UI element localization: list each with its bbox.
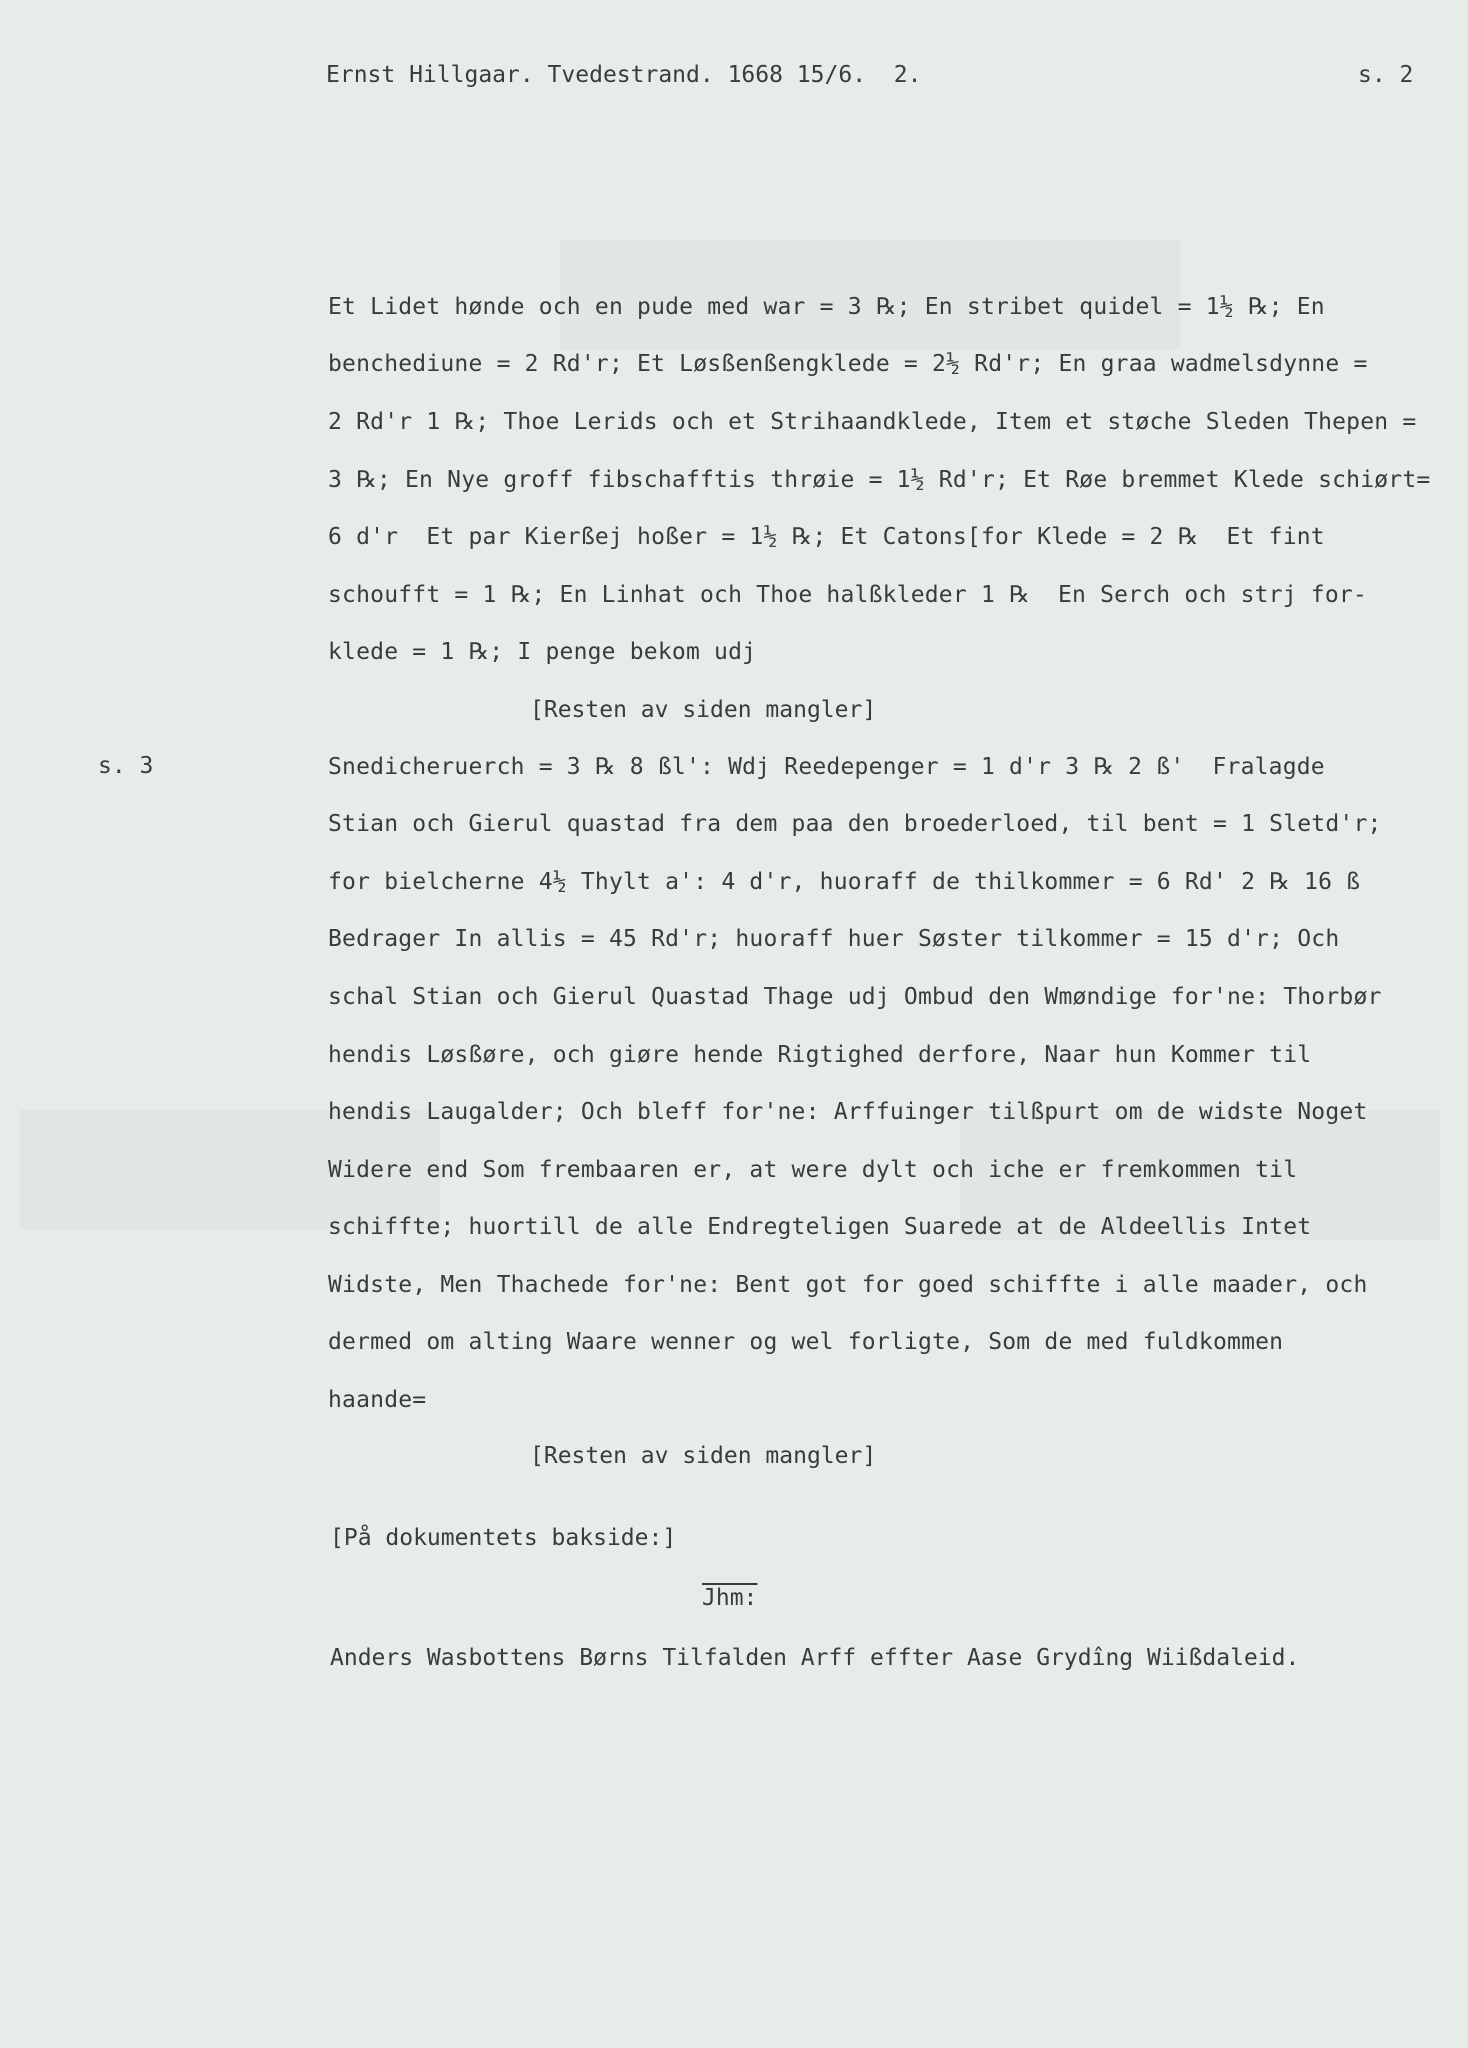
text-line: for bielcherne 4½ Thylt a': 4 d'r, huoraff de thilkommer = 6 Rd' 2 ℞ 16 ß (328, 869, 1361, 895)
text-line: schoufft = 1 ℞; En Linhat och Thoe halßkleder 1 ℞ En Serch och strj for- (328, 582, 1367, 608)
text-line: schal Stian och Gierul Quastad Thage udj Ombud den Wmøndige for'ne: Thorbør (328, 984, 1382, 1010)
text-line: Snedicheruerch = 3 ℞ 8 ßl': Wdj Reedepenger = 1 d'r 3 ℞ 2 ß' Fralagde (328, 754, 1325, 780)
text-line: haande= (328, 1387, 427, 1413)
text-line: benchediune = 2 Rd'r; Et Løsßenßengklede = 2½ Rd'r; En graa wadmelsdynne = (328, 351, 1368, 377)
final-line: Anders Wasbottens Børns Tilfalden Arff effter Aase Grydîng Wiißdaleid. (330, 1645, 1300, 1671)
text-line: hendis Løsßøre, och giøre hende Rigtighed derfore, Naar hun Kommer til (328, 1042, 1312, 1068)
text-line: 3 ℞; En Nye groff fibschafftis thrøie = 1½ Rd'r; Et Røe bremmet Klede schiørt= (328, 467, 1431, 493)
text-line: klede = 1 ℞; I penge bekom udj (328, 639, 757, 665)
text-line: 6 d'r Et par Kierßej hoßer = 1½ ℞; Et Catons[for Klede = 2 ℞ Et fint (328, 524, 1325, 550)
text-line: hendis Laugalder; Och bleff for'ne: Arffuinger tilßpurt om de widste Noget (328, 1099, 1368, 1125)
text-line: Widste, Men Thachede for'ne: Bent got for goed schiffte i alle maader, och (328, 1272, 1368, 1298)
signature-mark: Jhm: (702, 1585, 758, 1611)
text-line: 2 Rd'r 1 ℞; Thoe Lerids och et Strihaandklede, Item et støche Sleden Thepen = (328, 409, 1417, 435)
text-line: Widere end Som frembaaren er, at were dylt och iche er fremkommen til (328, 1157, 1298, 1183)
text-line: Stian och Gierul quastad fra dem paa den broederloed, til bent = 1 Sletd'r; (328, 811, 1382, 837)
margin-page-number: s. 3 (98, 753, 154, 779)
text-line: dermed om alting Waare wenner og wel forligte, Som de med fuldkommen (328, 1329, 1284, 1355)
back-side-note: [På dokumentets bakside:] (330, 1525, 677, 1551)
header-page-number: s. 2 (1358, 62, 1414, 88)
text-line: Et Lidet hønde och en pude med war = 3 ℞; En stribet quidel = 1½ ℞; En (328, 294, 1325, 320)
missing-note: [Resten av siden mangler] (530, 697, 877, 723)
missing-note: [Resten av siden mangler] (530, 1443, 877, 1469)
header-title: Ernst Hillgaar. Tvedestrand. 1668 15/6. 2. (326, 62, 922, 88)
text-line: schiffte; huortill de alle Endregteligen Suarede at de Aldeellis Intet (328, 1214, 1312, 1240)
text-line: Bedrager In allis = 45 Rd'r; huoraff huer Søster tilkommer = 15 d'r; Och (328, 926, 1340, 952)
